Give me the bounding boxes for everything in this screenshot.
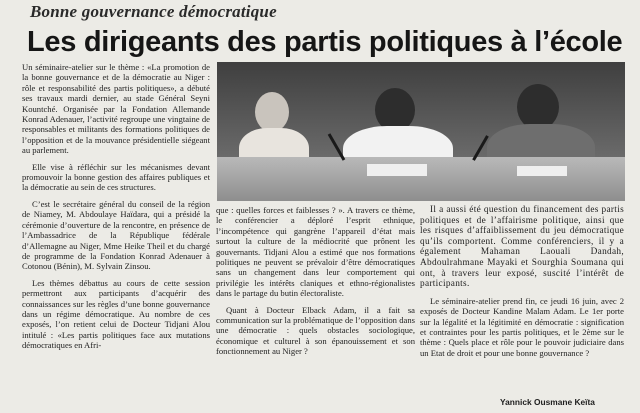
article-headline: Les dirigeants des partis politiques à l’école — [27, 26, 623, 58]
paragraph: Le séminaire-atelier prend fin, ce jeudi 16 juin, avec 2 exposés de Docteur Kandine Malam Adam. Le 1er porte sur la légalité et la légitimité en démocratie : signification et contraintes pour les partis politiques, et le 2ème sur le thème : Quels place et rôle pour le pouvoir judiciaire dans un Etat de droit et pour une bonne gouvernance ? — [420, 295, 624, 358]
paragraph: Les thèmes débattus au cours de cette session permettront aux participants d’acquérir des connaissances sur les règles d’une bonne gouvernance dans un régime démocratique. Au nombre de ces exposés, l’on retient celui de Docteur Tidjani Alou intitulé : «Les partis politiques face aux mutations démocratiques en Afri- — [22, 277, 210, 351]
paragraph: Quant à Docteur Elback Adam, il a fait sa communication sur la problématique de l’opposition dans une démocratie : quels obstacles sociologique, économique et culturel à son épanouissement et son fonctionnement au Niger ? — [216, 304, 415, 357]
author-signature: Yannick Ousmane Keïta — [500, 397, 595, 407]
photo-paper — [517, 166, 567, 176]
article-column-3 — [420, 205, 624, 410]
paragraph: Il a aussi été question du financement des partis politiques et de l’affairisme politique, ainsi que les risques d’affaiblissement du jeu démocratique qu’ils comportent. Comme conférenciers, il y a également Mahaman Laouali Dandah, Abdoulrahmane Mayaki et Sourghia Soumana qui ont, à travers leur exposé, suscité l’intérêt de participants. — [420, 205, 624, 290]
photo-paper — [367, 164, 427, 176]
article-column-1 — [22, 62, 210, 410]
photo-person-woman-head — [255, 92, 289, 132]
paragraph: Un séminaire-atelier sur le thème : «La promotion de la bonne gouvernance et de la démocratie au Niger : rôle et responsabilité des partis politiques», a débuté ses travaux mardi dernier, au stade Général Seyni Kountché. Organisée par la Fondation Allemande Konrad Adenauer, l’activité regroupe une vingtaine de responsables et militants des formations politiques de l’opposition et de la mouvance présidentielle siégeant au parlement. — [22, 62, 210, 156]
section-kicker: Bonne gouvernance démocratique — [30, 2, 277, 21]
paragraph: C’est le secrétaire général du conseil de la région de Niamey, M. Abdoulaye Haïdara, qui a présidé la cérémonie d’ouverture de la rencontre, en présence de l’Ambassadrice de la République fédérale d’Allemagne au Niger, Mme Heike Theil et du chargé de programme de la Fondation Konrad Adenauer à Cotonou (Bénin), M. Sylvain Zinsou. — [22, 198, 210, 272]
article-photo — [217, 62, 625, 201]
paragraph: que : quelles forces et faiblesses ? ». A travers ce thème, le conférencier a déploré l’esprit ethnique, l’incompétence qui gangrène l’appareil d’état mais surtout la culture de la médiocrité que prônent les gouvernants. Tidjani Alou a estimé que nos formations politiques ne peuvent se prévaloir d’être démocratiques sans un changement dans leur comportement qui privilégie les intérêts claniques et ethno-régionalistes dans le partage du butin électoraliste. — [216, 205, 415, 299]
article-column-2 — [216, 205, 415, 410]
paragraph: Elle vise à réfléchir sur les mécanismes devant promouvoir la bonne gestion des affaires publiques et la démocratie au sein de ces structures. — [22, 161, 210, 193]
